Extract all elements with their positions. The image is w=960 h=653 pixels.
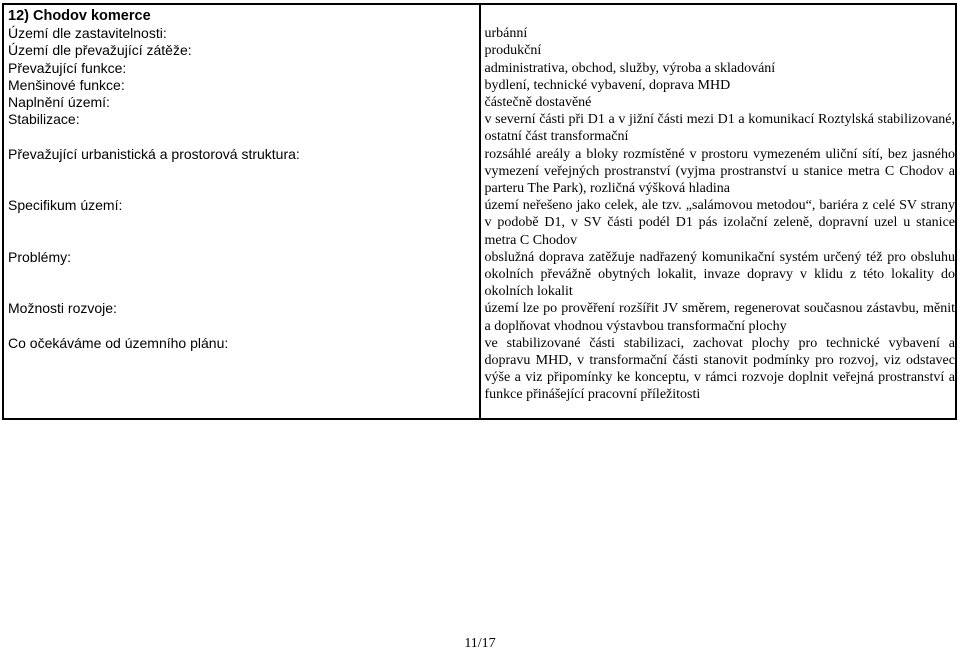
document-sheet (2, 3, 957, 420)
row-value: v severní části při D1 a v jižní části mezi D1 a komunikací Roztylská stabilizované, ostatní část transformační (484, 112, 955, 145)
row-value: bydlení, technické vybavení, doprava MHD (484, 77, 731, 93)
row-value: ve stabilizované části stabilizaci, zachovat plochy pro technické vybavení a dopravu MHD, v transformační části stanovit podmínky pro rozvoj, viz odstavec výše a viz připomínky ke konceptu, v rámci rozvoje doplnit veřejná prostranství a funkce přinášející pracovní příležitosti (484, 335, 955, 403)
table-row (3, 60, 956, 77)
row-label: Specifikum území: (3, 197, 480, 249)
table-row (3, 249, 956, 301)
table-row (3, 77, 956, 94)
section-title-row (3, 4, 956, 25)
row-value: obslužná doprava zatěžuje nadřazený komunikační systém určený též pro obsluhu okolních převážně obytných lokalit, invaze dopravy v klidu z této lokality do okolních lokalit (484, 249, 955, 300)
row-value: urbánní (484, 26, 528, 42)
row-label: Problémy: (3, 249, 480, 301)
table-row (3, 111, 956, 145)
table-row (3, 146, 956, 198)
row-value: území lze po prověření rozšířit JV směrem, regenerovat současnou zástavbu, měnit a doplňovat vhodnou výstavbou transformační plochy (484, 301, 955, 334)
section-title-blank (480, 4, 957, 25)
table-row (3, 42, 956, 59)
table-row (3, 25, 956, 42)
table-row (3, 335, 956, 419)
row-label: Převažující funkce: (3, 60, 480, 77)
table-row (3, 197, 956, 249)
row-label: Stabilizace: (3, 111, 480, 145)
zone-table (2, 3, 957, 420)
row-value: území neřešeno jako celek, ale tzv. „salámovou metodou“, bariéra z celé SV strany v podobě D1, v SV části podél D1 pás izolační zeleně, dopravní uzel u stanice metra C Chodov (484, 198, 955, 248)
row-value: produkční (484, 43, 542, 59)
row-value: administrativa, obchod, služby, výroba a skladování (484, 60, 776, 76)
section-title: 12) Chodov komerce (3, 4, 480, 25)
row-label: Území dle převažující zátěže: (3, 42, 480, 59)
row-label: Území dle zastavitelnosti: (3, 25, 480, 42)
row-label: Co očekáváme od územního plánu: (3, 335, 480, 419)
row-label: Převažující urbanistická a prostorová struktura: (3, 146, 480, 198)
row-label: Možnosti rozvoje: (3, 300, 480, 334)
page-number: 11/17 (464, 636, 496, 651)
row-value: částečně dostavěné (484, 95, 592, 111)
row-label: Naplnění území: (3, 94, 480, 111)
table-row (3, 300, 956, 334)
row-label: Menšinové funkce: (3, 77, 480, 94)
table-row (3, 94, 956, 111)
row-value: rozsáhlé areály a bloky rozmístěné v prostoru vymezeném uliční sítí, bez jasného vymezení veřejných prostranství (vyjma prostranství u stanice metra C Chodov a parteru The Park), rozličná výšková hladina (484, 146, 955, 197)
